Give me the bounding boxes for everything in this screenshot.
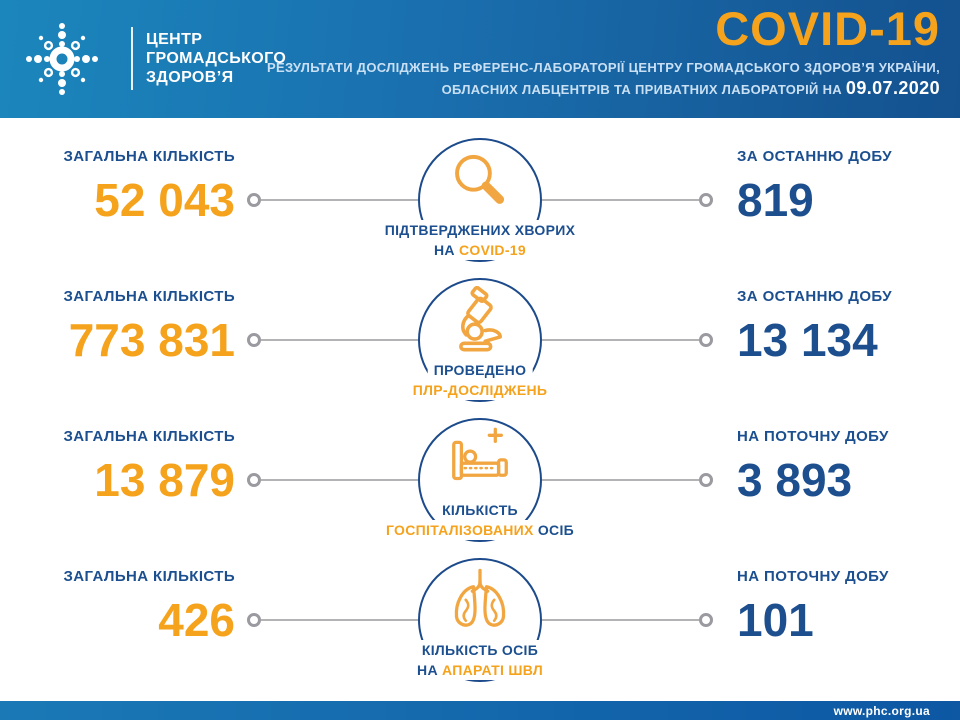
stat-value-daily: 3 893 <box>737 453 853 506</box>
connector-dot <box>247 333 261 347</box>
magnifier-icon <box>445 146 515 218</box>
icon-caption <box>411 640 549 680</box>
connector-dot <box>699 473 713 487</box>
stat-value-total: 773 831 <box>68 313 235 366</box>
footer-bar <box>0 701 960 720</box>
daily-stat <box>725 287 930 366</box>
daily-stat <box>725 427 930 506</box>
org-name <box>146 30 286 87</box>
phc-logo-icon <box>10 7 114 111</box>
stat-row-ventilators <box>0 550 960 690</box>
connector-dot <box>247 473 261 487</box>
website-url: www.phc.org.ua <box>833 703 930 718</box>
stat-value-total: 52 043 <box>94 173 235 226</box>
connector-line <box>235 473 418 487</box>
subtitle-line-1: РЕЗУЛЬТАТИ ДОСЛІДЖЕНЬ РЕФЕРЕНС-ЛАБОРАТОРІЇ ЦЕНТРУ ГРОМАДСЬКОГО ЗДОРОВ’Я УКРАЇНИ, <box>267 60 940 75</box>
stat-value-daily: 819 <box>737 173 814 226</box>
daily-stat <box>725 147 930 226</box>
icon-caption <box>380 500 580 540</box>
connector-line <box>542 193 725 207</box>
caption-line-1: КІЛЬКІСТЬ ОСІБ <box>416 640 544 660</box>
stat-row-pcr-tests <box>0 270 960 410</box>
header-banner <box>0 0 960 118</box>
caption-line-1: ПІДТВЕРДЖЕНИХ ХВОРИХ <box>379 220 581 240</box>
caption-line-1: КІЛЬКІСТЬ <box>436 500 524 520</box>
connector-line <box>542 473 725 487</box>
connector-line <box>542 333 725 347</box>
org-name-line: ГРОМАДСЬКОГО <box>146 50 287 67</box>
connector-line <box>542 613 725 627</box>
connector-dot <box>699 333 713 347</box>
total-stat <box>30 287 235 366</box>
total-stat <box>30 147 235 226</box>
total-stat <box>30 427 235 506</box>
stat-label: ЗА ОСТАННЮ ДОБУ <box>737 287 892 305</box>
daily-stat <box>725 567 930 646</box>
stat-label: ЗАГАЛЬНА КІЛЬКІСТЬ <box>63 427 235 445</box>
report-date: 09.07.2020 <box>845 78 940 98</box>
connector-line <box>235 613 418 627</box>
caption-line-1: ПРОВЕДЕНО <box>428 360 533 380</box>
icon-caption <box>407 360 554 400</box>
subtitle-line-2 <box>267 77 940 101</box>
connector-line <box>235 333 418 347</box>
stat-label: ЗАГАЛЬНА КІЛЬКІСТЬ <box>63 287 235 305</box>
icon-badge <box>412 278 548 402</box>
stat-label: ЗА ОСТАННЮ ДОБУ <box>737 147 892 165</box>
stat-row-hospitalized <box>0 410 960 550</box>
caption-line-2: ПЛР-ДОСЛІДЖЕНЬ <box>407 380 554 400</box>
stat-label: НА ПОТОЧНУ ДОБУ <box>737 567 889 585</box>
org-name-line: ЗДОРОВ’Я <box>146 69 234 86</box>
icon-badge <box>418 558 542 682</box>
page-title: COVID-19 <box>715 2 940 55</box>
stat-label: ЗАГАЛЬНА КІЛЬКІСТЬ <box>63 147 235 165</box>
connector-line <box>235 193 418 207</box>
stat-value-daily: 13 134 <box>737 313 878 366</box>
icon-caption <box>379 220 581 260</box>
caption-line-2: НА COVID-19 <box>428 240 532 260</box>
caption-line-2: НА АПАРАТІ ШВЛ <box>411 660 549 680</box>
caption-line-2: ГОСПІТАЛІЗОВАНИХ ОСІБ <box>380 520 580 540</box>
connector-dot <box>247 613 261 627</box>
logo-divider <box>131 27 133 90</box>
total-stat <box>30 567 235 646</box>
stat-row-confirmed <box>0 130 960 270</box>
stat-label: ЗАГАЛЬНА КІЛЬКІСТЬ <box>63 567 235 585</box>
stat-value-total: 426 <box>158 593 235 646</box>
subtitle-text: ОБЛАСНИХ ЛАБЦЕНТРІВ ТА ПРИВАТНИХ ЛАБОРАТОРІЙ НА <box>441 82 846 97</box>
org-name-line: ЦЕНТР <box>146 31 203 48</box>
connector-dot <box>699 613 713 627</box>
stat-value-total: 13 879 <box>94 453 235 506</box>
icon-badge <box>384 138 576 262</box>
header-right <box>267 4 940 101</box>
stat-label: НА ПОТОЧНУ ДОБУ <box>737 427 889 445</box>
stats-area <box>0 118 960 702</box>
hospital-bed-icon <box>445 426 515 496</box>
stat-value-daily: 101 <box>737 593 814 646</box>
microscope-icon <box>446 286 514 356</box>
connector-dot <box>247 193 261 207</box>
icon-badge <box>385 418 575 542</box>
connector-dot <box>699 193 713 207</box>
lungs-icon <box>445 566 515 636</box>
